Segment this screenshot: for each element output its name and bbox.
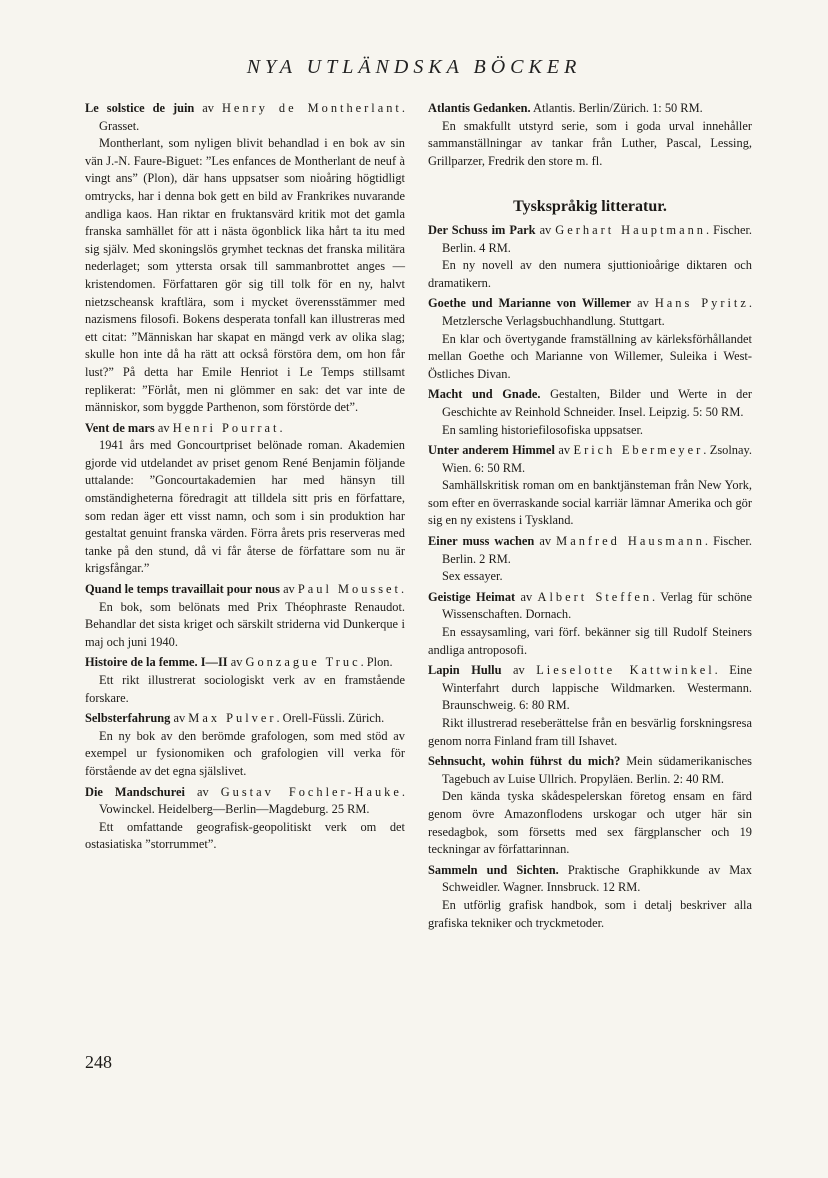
entry-head — [85, 420, 405, 438]
book-entry — [85, 100, 405, 417]
page-number: 248 — [85, 1052, 112, 1072]
entry-head — [428, 222, 752, 257]
book-description: Ett rikt illustrerat sociologiskt verk av en framstående forskare. — [85, 673, 405, 705]
section-title: Tyskspråkig litteratur. — [513, 198, 667, 216]
right-column — [428, 100, 752, 935]
entry-head — [428, 386, 752, 421]
book-title: Atlantis Gedanken. — [428, 101, 531, 115]
book-author: Max Pulver — [188, 711, 277, 726]
entry-head — [428, 533, 752, 568]
book-title: Sehnsucht, wohin führst du mich? — [428, 754, 621, 769]
book-entry — [428, 386, 752, 439]
book-description: Den kända tyska skådespelerskan företog ensam en färd genom övre Amazonflodens urskogar och utger här sin resedagbok, som försetts med sex färgplanscher och 19 teckningar av författarinnan. — [428, 789, 752, 857]
book-title: Vent de mars — [85, 420, 155, 435]
book-author: Henry de Montherlant — [221, 101, 402, 115]
entry-head — [428, 100, 752, 118]
book-publication: . Plon. — [360, 655, 393, 670]
book-by: av — [173, 711, 186, 726]
book-publication: Atlantis. Berlin/Zürich. 1: 50 RM. — [533, 101, 703, 115]
book-description: Sex essayer. — [442, 569, 503, 584]
book-description: Montherlant, som nyligen blivit behandlad i en bok av sin vän J.-N. Faure-Biguet: ”Les enfances de Montherlant de neuf à vingt ans” (Plon), där hans uppsatser som nioåring högtidligt omtrycks, har i denna bok gett en bild av Frankrikes nuvarande andliga kaos. Han riktar en fruktansvärd kritik mot det gamla franska samhället för att i nästa ögonblick lika hårt ta itu med sig själv. Med skoningslös grymhet tecknas det franska militära nederlaget; som yttersta orsak till sammanbrottet anges — kristendomen. Författaren gör sig till tolk för en ny, halvt nietzscheansk kraftlära, som i mycket överensstämmer med nazismens filosofi. Bokens desperata tonfall kan illustreras med ett citat: ”Människan har skapat en mängd verk av olika slag; skulle hon inte då ha rätt att också förstöra dem, om hon får lust?” På detta har Emile Henriot i Le Temps stillsamt replikerat: ”Förlåt, men ni glömmer en sak: det var inte de människor, som byggde Parthenon, som förstörde det”. — [85, 136, 405, 415]
book-by: av — [539, 222, 552, 237]
book-author: Gerhart Hauptmann — [555, 222, 706, 237]
right-top-entry-list — [428, 100, 752, 170]
entry-head — [85, 784, 405, 819]
book-author: Albert Steffen — [537, 589, 653, 604]
entry-head — [85, 710, 405, 728]
book-title: Macht und Gnade. — [428, 387, 541, 402]
book-publication: . Metzlersche Verlagsbuchhandlung. Stuttgart. — [442, 296, 752, 328]
book-publication: Gestalten, Bilder und Werte in der Geschichte av Reinhold Schneider. Insel. Leipzig. 5: 50 RM. — [442, 387, 752, 419]
book-title: Die Mandschurei — [85, 784, 185, 799]
left-entry-list — [85, 100, 405, 854]
book-author: Gonzague Truc — [245, 655, 361, 670]
book-author: Paul Mousset — [297, 582, 401, 597]
book-description: En bok, som belönats med Prix Théophraste Renaudot. Behandlar det sista kriget och särskilt striderna vid Dunkerque i maj och juni 1940. — [85, 599, 405, 649]
book-entry — [428, 753, 752, 859]
book-publication: Praktische Graphikkunde av Max Schweidler. Wagner. Innsbruck. 12 RM. — [442, 862, 752, 895]
page-header: NYA UTLÄNDSKA BÖCKER — [246, 56, 582, 78]
book-publication: . Grasset. — [99, 101, 405, 133]
book-by: av — [637, 296, 649, 311]
book-title: Der Schuss im Park — [428, 222, 536, 237]
book-by: av — [230, 655, 243, 670]
book-description: En samling historiefilosofiska uppsatser. — [442, 422, 643, 437]
book-title: Einer muss wachen — [428, 534, 535, 549]
book-entry — [85, 784, 405, 854]
entry-head — [428, 753, 752, 788]
book-publication: . — [401, 582, 405, 597]
book-description: En ny bok av den berömde grafologen, som med stöd av exempel ur fysionomiken och grafologien vill verka för förstående av det egna själslivet. — [85, 728, 405, 778]
book-publication: . Zsolnay. Wien. 6: 50 RM. — [442, 443, 752, 475]
book-description: En ny novell av den numera sjuttionioårige diktaren och dramatikern. — [428, 258, 752, 290]
book-description: En utförlig grafisk handbok, som i detalj beskriver alla grafiska tekniker och tryckmetoder. — [428, 897, 752, 930]
book-by: av — [196, 784, 209, 799]
book-author: Manfred Hausmann — [556, 534, 705, 549]
book-description: En smakfullt utstyrd serie, som i goda urval innehåller sammanställningar av tankar från Luther, Pascal, Lessing, Grillparzer, Fredrik den store m. fl. — [428, 118, 752, 168]
book-publication: . — [279, 420, 283, 435]
book-author: Erich Ebermeyer — [573, 443, 704, 458]
entry-head — [428, 589, 752, 624]
book-by: av — [157, 420, 170, 435]
book-publication: . Eine Winterfahrt durch lappische Wildmarken. Westermann. Braunschweig. 6: 80 RM. — [442, 663, 752, 713]
book-by: av — [283, 582, 295, 597]
book-author: Gustav Fochler-Hauke — [220, 784, 402, 799]
book-description: Ett omfattande geografisk-geopolitiskt verk om det ostasiatiska ”storrummet”. — [85, 819, 405, 852]
book-publication: . Fischer. Berlin. 4 RM. — [442, 222, 752, 255]
book-entry — [428, 662, 752, 750]
entry-head — [428, 662, 752, 715]
book-title: Selbsterfahrung — [85, 711, 171, 726]
book-title: Goethe und Marianne von Willemer — [428, 296, 632, 311]
book-entry — [85, 420, 405, 578]
book-description: 1941 års med Goncourtpriset belönade roman. Akademien gjorde vid utdelandet av priset genom René Benjamin följande uttalande: ”Goncourtakademien har med hänsyn till omständigheterna föredragit att tilldela sitt pris en författare, som redan äger ett visst namn, och som i sin produktion har gestaltat genuint franska värden. Förra årets pris reserveras med tanke på den stund, då vi får återse de författare som nu är krigsfångar.” — [85, 438, 405, 576]
book-title: Lapin Hullu — [428, 663, 502, 678]
book-description: Rikt illustrerad reseberättelse från en besvärlig forskningsresa genom norra Finland fram till Ishavet. — [428, 716, 752, 748]
book-publication: . Verlag für schöne Wissenschaften. Dornach. — [442, 589, 752, 622]
book-publication: . Orell-Füssli. Zürich. — [276, 711, 385, 726]
entry-head — [428, 295, 752, 330]
book-entry — [85, 581, 405, 651]
book-entry — [428, 862, 752, 932]
book-entry — [428, 295, 752, 383]
book-title: Unter anderem Himmel — [428, 443, 555, 458]
book-by: av — [513, 663, 525, 678]
entry-head — [85, 100, 405, 135]
book-entry — [85, 654, 405, 707]
book-description: Samhällskritisk roman om en banktjänsteman från New York, som efter en överraskande social karriär lämnar Amerika och gör sig en ny existens i Tyskland. — [428, 478, 752, 528]
book-publication: . Vowinckel. Heidelberg—Berlin—Magdeburg. 25 RM. — [99, 784, 405, 817]
entry-head — [85, 654, 405, 672]
book-title: Geistige Heimat — [428, 589, 516, 604]
book-publication: . Fischer. Berlin. 2 RM. — [442, 534, 752, 566]
left-column — [85, 100, 405, 857]
book-description: En klar och övertygande framställning av kärleksförhållandet mellan Goethe och Marianne von Willemer, Suleika i West-Östliches Divan. — [428, 331, 752, 381]
book-by: av — [539, 534, 552, 549]
book-entry — [85, 710, 405, 780]
book-author: Hans Pyritz — [654, 296, 749, 311]
right-entry-list — [428, 222, 752, 932]
book-by: av — [520, 589, 533, 604]
book-entry — [428, 589, 752, 659]
book-title: Le solstice de juin — [85, 101, 195, 115]
book-author: Henri Pourrat — [172, 420, 280, 435]
book-entry — [428, 222, 752, 292]
entry-head — [428, 442, 752, 477]
entry-head — [428, 862, 752, 897]
book-by: av — [558, 443, 571, 458]
book-entry — [428, 533, 752, 586]
book-title: Quand le temps travaillait pour nous — [85, 582, 280, 597]
book-description: En essaysamling, vari förf. bekänner sig till Rudolf Steiners andliga antroposofi. — [428, 625, 752, 657]
book-author: Lieselotte Kattwinkel — [536, 663, 715, 678]
book-entry — [428, 442, 752, 530]
book-title: Sammeln und Sichten. — [428, 862, 559, 877]
book-title: Histoire de la femme. I—II — [85, 655, 228, 670]
entry-head — [85, 581, 405, 599]
book-publication: Mein südamerikanisches Tagebuch av Luise Ullrich. Propyläen. Berlin. 2: 40 RM. — [442, 754, 752, 786]
book-entry — [428, 100, 752, 170]
book-by: av — [202, 101, 214, 115]
